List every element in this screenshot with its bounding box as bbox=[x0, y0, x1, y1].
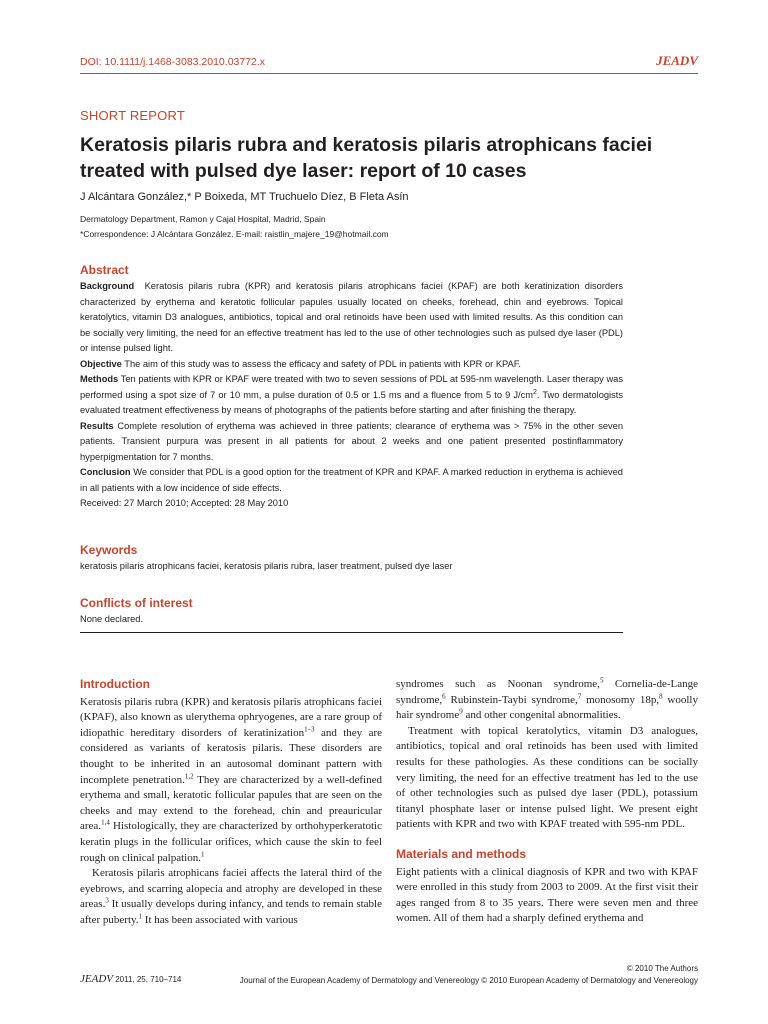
methods-text: Ten patients with KPR or KPAF were treated with two to seven sessions of PDL at 595-nm wavelength. Laser therapy was performed using a spot size of 7 or 10 mm, a pulse duration of 0.5 or 1.5 ms and a fluence from 5 to 9 J/cm bbox=[80, 374, 623, 400]
left-column bbox=[80, 677, 382, 929]
citation-superscript: 3 bbox=[105, 896, 109, 905]
citation-superscript: 1–3 bbox=[304, 725, 315, 734]
intro-paragraph-4: Treatment with topical keratolytics, vitamin D3 analogues, antibiotics, topical and oral retinoids has been used with limited results for these pathologies. As these conditions can be socially very limiting, the need for an effective treatment has led to the use of other technologies such as pulsed dye laser (PDL), potassium titanyl phosphate laser or intense pulsed light. We present eight patients with KPR and two with KPAF treated with 595-nm PDL. bbox=[396, 724, 698, 831]
abstract-divider bbox=[80, 632, 623, 633]
intro-text: and other congenital abnormalities. bbox=[462, 709, 621, 722]
section-type: SHORT REPORT bbox=[80, 108, 185, 123]
abstract-objective bbox=[80, 357, 623, 373]
intro-text: Histologically, they are characterized by orthohyperkeratotic keratin plugs in the follicular orifices, which cause the skin to feel rough on clinical palpation. bbox=[80, 820, 382, 864]
citation-superscript: 8 bbox=[659, 691, 663, 700]
methods-text-cont: . Two dermatologists evaluated treatment effectiveness by means of photographs of the patients before starting and after finishing the therapy. bbox=[80, 389, 623, 415]
intro-text: Rubinstein-Taybi syndrome, bbox=[445, 693, 578, 706]
methods-label: Methods bbox=[80, 374, 119, 384]
results-text: Complete resolution of erythema was achieved in three patients; clearance of erythema was > 75% in the other seven patients. Transient purpura was present in all patients for about 2 weeks and one patient presented postinflammatory hyperpigmentation for 7 months. bbox=[80, 420, 623, 462]
citation-superscript: 9 bbox=[459, 707, 463, 716]
conclusion-label: Conclusion bbox=[80, 467, 131, 477]
citation-superscript: 7 bbox=[577, 691, 582, 700]
objective-text: The aim of this study was to assess the efficacy and safety of PDL in patients with KPR or KPAF. bbox=[124, 358, 521, 369]
introduction-heading: Introduction bbox=[80, 677, 150, 691]
footer-copyright: © 2010 The Authors bbox=[626, 964, 698, 973]
intro-text: monosomy 18p, bbox=[581, 693, 660, 706]
abstract-results bbox=[80, 419, 623, 466]
citation-superscript: 6 bbox=[442, 691, 446, 700]
conclusion-text: We consider that PDL is a good option for the treatment of KPR and KPAF. A marked reduction in erythema is achieved in all patients with a low incidence of side effects. bbox=[80, 467, 623, 493]
intro-paragraph-3 bbox=[396, 677, 698, 724]
intro-text: Cornelia-de-Lange syndrome, bbox=[396, 678, 699, 706]
author-list: J Alcántara González,* P Boixeda, MT Truchuelo Díez, B Fleta Asín bbox=[80, 191, 409, 203]
intro-text: It has been associated with various bbox=[142, 913, 298, 926]
intro-text: woolly hair syndrome bbox=[396, 693, 698, 722]
keywords-text: keratosis pilaris atrophicans faciei, keratosis pilaris rubra, laser treatment, pulsed dye laser bbox=[80, 561, 453, 571]
affiliation: Dermatology Department, Ramon y Cajal Hospital, Madrid, Spain bbox=[80, 214, 326, 224]
footer-citation bbox=[80, 973, 181, 985]
intro-text: Keratosis pilaris atrophicans faciei affects the lateral third of the eyebrows, and scarring alopecia and atrophy are developed in these areas. bbox=[80, 867, 382, 911]
journal-name: JEADV bbox=[656, 53, 698, 68]
intro-text: They are characterized by a well-defined erythema and small, keratotic follicular papules that are seen on the cheeks and may extend to the forehead, chin and preauricular area. bbox=[80, 773, 382, 833]
affiliation-block bbox=[80, 212, 389, 242]
received-dates: Received: 27 March 2010; Accepted: 28 May 2010 bbox=[80, 498, 289, 508]
keywords-heading: Keywords bbox=[80, 543, 138, 557]
results-label: Results bbox=[80, 420, 114, 431]
article-title: Keratosis pilaris rubra and keratosis pilaris atrophicans faciei treated with pulsed dye laser: report of 10 cases bbox=[80, 134, 653, 182]
abstract-methods bbox=[80, 372, 623, 419]
methods-paragraph-1: Eight patients with a clinical diagnosis of KPR and two with KPAF were enrolled in this study from 2003 to 2009. At the first visit their ages ranged from 8 to 35 years. There were seven men and three women. All of them had a sharply defined erythema and bbox=[396, 865, 698, 925]
background-text: Keratosis pilaris rubra (KPR) and keratosis pilaris atrophicans faciei (KPAF) are both keratinization disorders characterized by erythema and keratotic follicular papules usually located on cheeks, forehead, chin and eyebrows. Topical keratolytics, vitamin D3 analogues, antibiotics, topical and oral retinoids have been used with limited results. As this condition can be socially very limiting, the need for an effective treatment has led to the use of other technologies such as pulsed dye laser (PDL) or intense pulsed light. bbox=[80, 281, 624, 353]
abstract-conclusion bbox=[80, 465, 623, 496]
intro-paragraph-1 bbox=[80, 695, 382, 867]
conflicts-heading: Conflicts of interest bbox=[80, 596, 193, 610]
conflicts-text: None declared. bbox=[80, 614, 144, 624]
methods-superscript: 2 bbox=[532, 388, 537, 396]
abstract-heading: Abstract bbox=[80, 263, 129, 277]
methods-heading: Materials and methods bbox=[396, 846, 527, 861]
keywords-section bbox=[80, 543, 623, 575]
intro-text: Keratosis pilaris rubra (KPR) and keratosis pilaris atrophicans faciei (KPAF), also known as ulerythema ophryogenes, are a rare group of idiopathic hereditary disorders of keratinization bbox=[80, 695, 382, 739]
footer-journal-abbrev: JEADV bbox=[80, 973, 113, 985]
header-rule bbox=[80, 73, 698, 74]
conflicts-section bbox=[80, 596, 623, 628]
right-column bbox=[396, 677, 698, 927]
intro-text: It usually develops during infancy, and tends to remain stable after puberty. bbox=[80, 898, 382, 926]
background-label: Background bbox=[80, 281, 135, 291]
abstract-section bbox=[80, 263, 623, 512]
citation-superscript: 5 bbox=[599, 676, 604, 685]
correspondence[interactable]: *Correspondence: J Alcántara González. E-mail: raistlin_majere_19@hotmail.com bbox=[80, 229, 389, 239]
abstract-background bbox=[80, 279, 623, 357]
footer-volume-pages: 2011, 25, 710–714 bbox=[112, 975, 182, 984]
doi-text[interactable]: DOI: 10.1111/j.1468-3083.2010.03772.x bbox=[80, 56, 266, 68]
intro-paragraph-2 bbox=[80, 866, 382, 928]
footer-journal-full: Journal of the European Academy of Dermatology and Venereology © 2010 European Academy of Dermatology and Venereology bbox=[239, 976, 698, 985]
citation-superscript: 1 bbox=[200, 849, 205, 858]
intro-text: syndromes such as Noonan syndrome, bbox=[396, 678, 600, 690]
citation-superscript: 1,4 bbox=[101, 818, 110, 827]
citation-superscript: 1 bbox=[138, 912, 143, 921]
objective-label: Objective bbox=[80, 358, 122, 369]
citation-superscript: 1,2 bbox=[184, 771, 194, 780]
intro-text: and they are considered as variants of keratosis pilaris. These disorders are thought to be inherited in an autosomal dominant pattern with incomplete penetration. bbox=[80, 726, 383, 786]
